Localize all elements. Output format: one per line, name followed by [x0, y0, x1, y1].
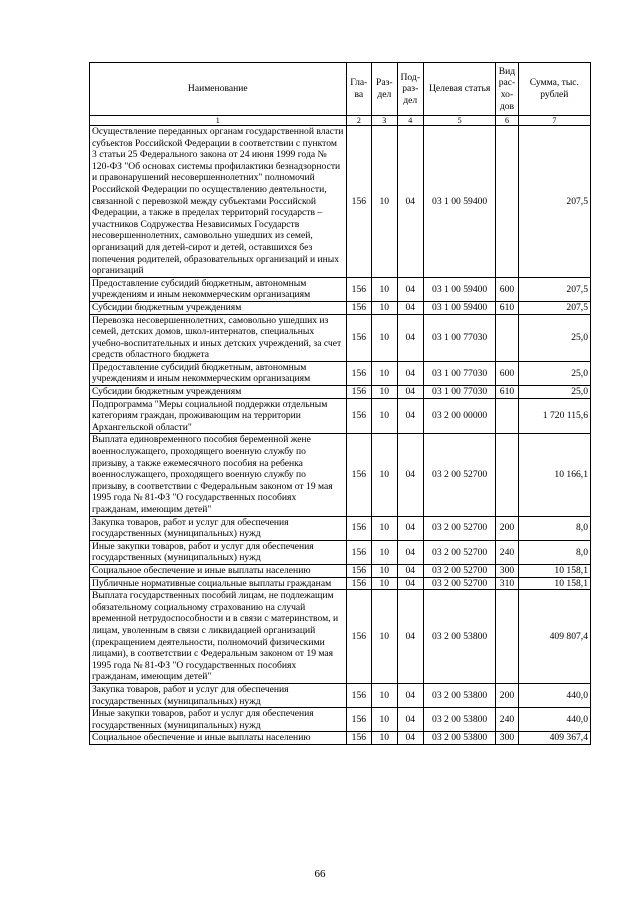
- row-podrazdel: 04: [397, 361, 423, 385]
- budget-table: [89, 62, 591, 745]
- row-razdel: 10: [372, 683, 397, 707]
- row-podrazdel: 04: [397, 540, 423, 564]
- table-row: [90, 398, 591, 434]
- table-row: [90, 683, 591, 707]
- row-podrazdel: 04: [397, 708, 423, 732]
- row-vid-rashodov: [496, 398, 518, 434]
- header-row: [90, 63, 591, 116]
- row-name: Субсидии бюджетным учреждениям: [90, 386, 347, 399]
- row-glava: 156: [346, 564, 371, 577]
- row-podrazdel: 04: [397, 577, 423, 590]
- row-glava: 156: [346, 386, 371, 399]
- row-name: Публичные нормативные социальные выплаты гражданам: [90, 577, 347, 590]
- header-summa: Сумма, тыс. рублей: [518, 63, 590, 116]
- row-podrazdel: 04: [397, 590, 423, 684]
- row-podrazdel: 04: [397, 277, 423, 301]
- row-vid-rashodov: 200: [496, 683, 518, 707]
- row-podrazdel: 04: [397, 398, 423, 434]
- row-name: Осуществление переданных органам государственной власти субъектов Российской Федерации в соответствии с пунктом 3 статьи 25 Федерального закона от 24 июня 1999 года № 120-ФЗ "Об основах системы профилактики безнадзорности и правонарушений несовершеннолетних" полномочий Российской Федерации по осуществлению деятельности, связанной с перевозкой между субъектами Российской Федерации, а также в пределах территорий государств – участников Содружества Независимых Государств несовершеннолетних, самовольно ушедших из семей, организаций для детей-сирот и детей, оставшихся без попечения родителей, образовательных организаций и иных организаций: [90, 126, 347, 278]
- row-celevaya-statya: 03 2 00 52700: [423, 434, 495, 516]
- header-podrazdel: Под-раз-дел: [397, 63, 423, 116]
- row-celevaya-statya: 03 2 00 52700: [423, 564, 495, 577]
- row-name: Социальное обеспечение и иные выплаты населению: [90, 564, 347, 577]
- table-row: [90, 516, 591, 540]
- row-celevaya-statya: 03 2 00 52700: [423, 540, 495, 564]
- row-celevaya-statya: 03 1 00 59400: [423, 301, 495, 314]
- column-number: 3: [372, 116, 397, 126]
- row-name: Иные закупки товаров, работ и услуг для обеспечения государственных (муниципальных) нужд: [90, 540, 347, 564]
- row-razdel: 10: [372, 277, 397, 301]
- row-vid-rashodov: [496, 434, 518, 516]
- table-row: [90, 577, 591, 590]
- header-glava: Гла-ва: [346, 63, 371, 116]
- column-number-row: [90, 116, 591, 126]
- row-vid-rashodov: [496, 590, 518, 684]
- row-podrazdel: 04: [397, 434, 423, 516]
- column-number: 5: [423, 116, 495, 126]
- row-vid-rashodov: 600: [496, 277, 518, 301]
- row-vid-rashodov: 310: [496, 577, 518, 590]
- row-celevaya-statya: 03 2 00 00000: [423, 398, 495, 434]
- row-name: Предоставление субсидий бюджетным, автономным учреждениям и иным некоммерческим организациям: [90, 361, 347, 385]
- row-glava: 156: [346, 126, 371, 278]
- row-summa: 1 720 115,6: [518, 398, 590, 434]
- row-celevaya-statya: 03 2 00 52700: [423, 516, 495, 540]
- row-glava: 156: [346, 540, 371, 564]
- row-summa: 10 166,1: [518, 434, 590, 516]
- header-name: Наименование: [90, 63, 347, 116]
- table-row: [90, 301, 591, 314]
- row-name: Предоставление субсидий бюджетным, автономным учреждениям и иным некоммерческим организациям: [90, 277, 347, 301]
- row-name: Субсидии бюджетным учреждениям: [90, 301, 347, 314]
- row-name: Закупка товаров, работ и услуг для обеспечения государственных (муниципальных) нужд: [90, 516, 347, 540]
- row-razdel: 10: [372, 398, 397, 434]
- row-summa: 25,0: [518, 386, 590, 399]
- row-vid-rashodov: 610: [496, 301, 518, 314]
- row-vid-rashodov: 300: [496, 732, 518, 745]
- row-vid-rashodov: 200: [496, 516, 518, 540]
- row-razdel: 10: [372, 564, 397, 577]
- row-razdel: 10: [372, 361, 397, 385]
- row-celevaya-statya: 03 2 00 53800: [423, 732, 495, 745]
- row-celevaya-statya: 03 1 00 59400: [423, 126, 495, 278]
- row-glava: 156: [346, 434, 371, 516]
- row-podrazdel: 04: [397, 126, 423, 278]
- table-row: [90, 386, 591, 399]
- row-vid-rashodov: 610: [496, 386, 518, 399]
- row-glava: 156: [346, 398, 371, 434]
- row-razdel: 10: [372, 516, 397, 540]
- row-razdel: 10: [372, 301, 397, 314]
- row-name: Иные закупки товаров, работ и услуг для обеспечения государственных (муниципальных) нужд: [90, 708, 347, 732]
- table-row: [90, 361, 591, 385]
- row-summa: 8,0: [518, 516, 590, 540]
- row-celevaya-statya: 03 1 00 77030: [423, 361, 495, 385]
- row-glava: 156: [346, 301, 371, 314]
- column-number: 1: [90, 116, 347, 126]
- row-name: Выплата государственных пособий лицам, не подлежащим обязательному социальному страхованию на случай временной нетрудоспособности и в связи с материнством, и лицам, уволенным в связи с ликвидацией организаций (прекращением деятельности, полномочий физическими лицами), в соответствии с Федеральным законом от 19 мая 1995 года № 81-ФЗ "О государственных пособиях гражданам, имеющим детей": [90, 590, 347, 684]
- row-glava: 156: [346, 590, 371, 684]
- row-vid-rashodov: 240: [496, 540, 518, 564]
- row-name: Социальное обеспечение и иные выплаты населению: [90, 732, 347, 745]
- row-razdel: 10: [372, 732, 397, 745]
- row-summa: 409 807,4: [518, 590, 590, 684]
- row-podrazdel: 04: [397, 732, 423, 745]
- table-row: [90, 590, 591, 684]
- row-razdel: 10: [372, 708, 397, 732]
- row-glava: 156: [346, 314, 371, 361]
- row-razdel: 10: [372, 434, 397, 516]
- row-celevaya-statya: 03 1 00 77030: [423, 314, 495, 361]
- row-name: Подпрограмма "Меры социальной поддержки отдельным категориям граждан, проживающим на территории Архангельской области": [90, 398, 347, 434]
- row-name: Закупка товаров, работ и услуг для обеспечения государственных (муниципальных) нужд: [90, 683, 347, 707]
- row-razdel: 10: [372, 590, 397, 684]
- row-podrazdel: 04: [397, 683, 423, 707]
- table-body: [90, 126, 591, 745]
- table-row: [90, 277, 591, 301]
- row-vid-rashodov: [496, 314, 518, 361]
- row-razdel: 10: [372, 577, 397, 590]
- row-vid-rashodov: 600: [496, 361, 518, 385]
- row-summa: 10 158,1: [518, 577, 590, 590]
- header-razdel: Раз-дел: [372, 63, 397, 116]
- table-row: [90, 708, 591, 732]
- row-glava: 156: [346, 708, 371, 732]
- row-razdel: 10: [372, 314, 397, 361]
- row-vid-rashodov: [496, 126, 518, 278]
- row-celevaya-statya: 03 2 00 52700: [423, 577, 495, 590]
- row-celevaya-statya: 03 1 00 59400: [423, 277, 495, 301]
- row-razdel: 10: [372, 540, 397, 564]
- row-summa: 440,0: [518, 683, 590, 707]
- row-summa: 25,0: [518, 361, 590, 385]
- row-razdel: 10: [372, 126, 397, 278]
- row-summa: 10 158,1: [518, 564, 590, 577]
- row-summa: 25,0: [518, 314, 590, 361]
- row-glava: 156: [346, 361, 371, 385]
- page-number: 66: [314, 868, 326, 880]
- table-row: [90, 564, 591, 577]
- table-row: [90, 126, 591, 278]
- row-podrazdel: 04: [397, 301, 423, 314]
- header-vid-rashodov: Вид рас-хо-дов: [496, 63, 518, 116]
- row-celevaya-statya: 03 2 00 53800: [423, 683, 495, 707]
- table-row: [90, 540, 591, 564]
- row-vid-rashodov: 300: [496, 564, 518, 577]
- column-number: 7: [518, 116, 590, 126]
- row-summa: 8,0: [518, 540, 590, 564]
- row-glava: 156: [346, 732, 371, 745]
- table-row: [90, 732, 591, 745]
- column-number: 2: [346, 116, 371, 126]
- row-summa: 440,0: [518, 708, 590, 732]
- row-vid-rashodov: 240: [496, 708, 518, 732]
- row-razdel: 10: [372, 386, 397, 399]
- row-name: Перевозка несовершеннолетних, самовольно ушедших из семей, детских домов, школ-интернатов, специальных учебно-воспитательных и иных детских учреждений, за счет средств областного бюджета: [90, 314, 347, 361]
- row-celevaya-statya: 03 2 00 53800: [423, 590, 495, 684]
- row-podrazdel: 04: [397, 564, 423, 577]
- table-row: [90, 434, 591, 516]
- row-podrazdel: 04: [397, 386, 423, 399]
- row-summa: 207,5: [518, 126, 590, 278]
- table-row: [90, 314, 591, 361]
- column-number: 6: [496, 116, 518, 126]
- row-glava: 156: [346, 516, 371, 540]
- row-summa: 409 367,4: [518, 732, 590, 745]
- row-name: Выплата единовременного пособия беременной жене военнослужащего, проходящего военную службу по призыву, а также ежемесячного пособия на ребенка военнослужащего, проходящего военную службу по призыву, в соответствии с Федеральным законом от 19 мая 1995 года № 81-ФЗ "О государственных пособиях гражданам, имеющим детей": [90, 434, 347, 516]
- row-glava: 156: [346, 277, 371, 301]
- row-podrazdel: 04: [397, 314, 423, 361]
- row-celevaya-statya: 03 2 00 53800: [423, 708, 495, 732]
- row-glava: 156: [346, 683, 371, 707]
- row-summa: 207,5: [518, 277, 590, 301]
- column-number: 4: [397, 116, 423, 126]
- row-celevaya-statya: 03 1 00 77030: [423, 386, 495, 399]
- row-glava: 156: [346, 577, 371, 590]
- row-podrazdel: 04: [397, 516, 423, 540]
- row-summa: 207,5: [518, 301, 590, 314]
- header-celevaya-statya: Целевая статья: [423, 63, 495, 116]
